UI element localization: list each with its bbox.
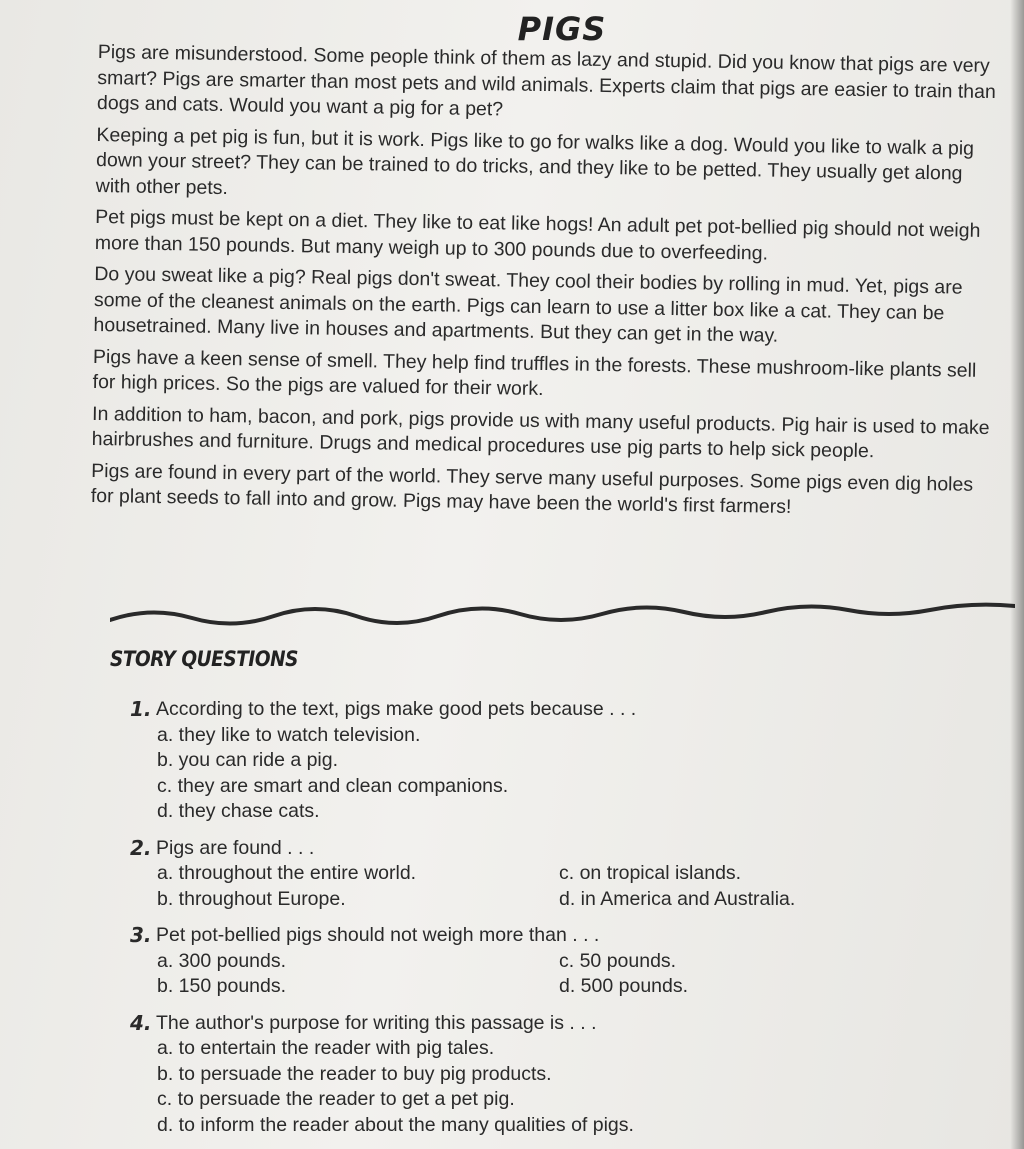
answer-option[interactable]: a. to entertain the reader with pig tales. [157,1037,495,1059]
question-text: Pigs are found . . . [156,836,315,859]
question-1 [130,697,850,825]
question-4 [130,1011,850,1139]
page-title: PIGS [517,10,607,48]
question-2 [130,836,850,913]
answer-option[interactable]: d. they chase cats. [157,800,320,822]
answer-option[interactable]: b. throughout Europe. [157,887,346,910]
question-number: 4. [130,1010,152,1035]
question-text: Pet pot-bellied pigs should not weigh more than . . . [156,924,600,946]
page-edge-shadow [1010,0,1024,1149]
paragraph: Pet pigs must be kept on a diet. They like to eat like hogs! An adult pet pot-bellied pig should not weigh more than 150 pounds. But many weigh up to 300 pounds due to overfeeding. [94,205,981,265]
questions-heading: STORY QUESTIONS [110,647,299,671]
answer-option[interactable]: d. 500 pounds. [559,975,689,997]
question-text: According to the text, pigs make good pets because . . . [156,698,637,720]
answer-option[interactable]: c. they are smart and clean companions. [157,774,509,797]
answer-option[interactable]: c. 50 pounds. [559,949,677,972]
question-number: 2. [130,835,152,860]
questions-list [130,697,850,1149]
paragraph: Keeping a pet pig is fun, but it is work. Pigs like to go for walks like a dog. Would you like to walk a pig down your street? They can be trained to do tricks, and they like to be petted. They usually get along with other pets. [95,123,975,199]
answer-option[interactable]: a. 300 pounds. [157,949,287,972]
answer-option[interactable]: d. to inform the reader about the many qualities of pigs. [157,1113,634,1136]
answer-option[interactable]: d. in America and Australia. [559,887,796,910]
answer-option[interactable]: a. they like to watch television. [157,723,421,746]
answer-option[interactable]: b. 150 pounds. [157,975,287,997]
answer-option[interactable]: c. to persuade the reader to get a pet pig. [157,1088,515,1110]
question-number: 1. [130,697,152,721]
question-3 [130,923,850,1000]
paragraph: Pigs have a keen sense of smell. They help find truffles in the forests. These mushroom-like plants sell for high prices. So the pigs are valued for their work. [92,345,977,401]
answer-option[interactable]: b. to persuade the reader to buy pig products. [157,1062,552,1085]
question-text: The author's purpose for writing this passage is . . . [156,1011,597,1034]
question-number: 3. [130,923,152,947]
paragraph: In addition to ham, bacon, and pork, pigs provide us with many useful products. Pig hair is used to make hairbrushes and furniture. Drugs and medical procedures use pig parts to help sick people. [91,402,990,463]
answer-option[interactable]: a. throughout the entire world. [157,862,417,884]
paragraph: Pigs are found in every part of the world. They serve many useful purposes. Some pigs even dig holes for plant seeds to fall into and grow. Pigs may have been the world's first farmers! [90,459,974,518]
answer-option[interactable]: c. on tropical islands. [559,862,742,884]
wavy-divider [110,600,1015,630]
reading-passage [91,40,1003,530]
paragraph: Do you sweat like a pig? Real pigs don't sweat. They cool their bodies by rolling in mud. Yet, pigs are some of the cleanest animals on the earth. Pigs can learn to use a litter box like a cat. They can be housetrained. Many live in houses and apartments. But they can get in the way. [93,262,963,347]
paragraph: Pigs are misunderstood. Some people think of them as lazy and stupid. Did you know that pigs are very smart? Pigs are smarter than most pets and wild animals. Experts claim that pigs are easier to train than dogs and cats. Would you want a pig for a pet? [96,40,996,121]
answer-option[interactable]: b. you can ride a pig. [157,749,339,771]
